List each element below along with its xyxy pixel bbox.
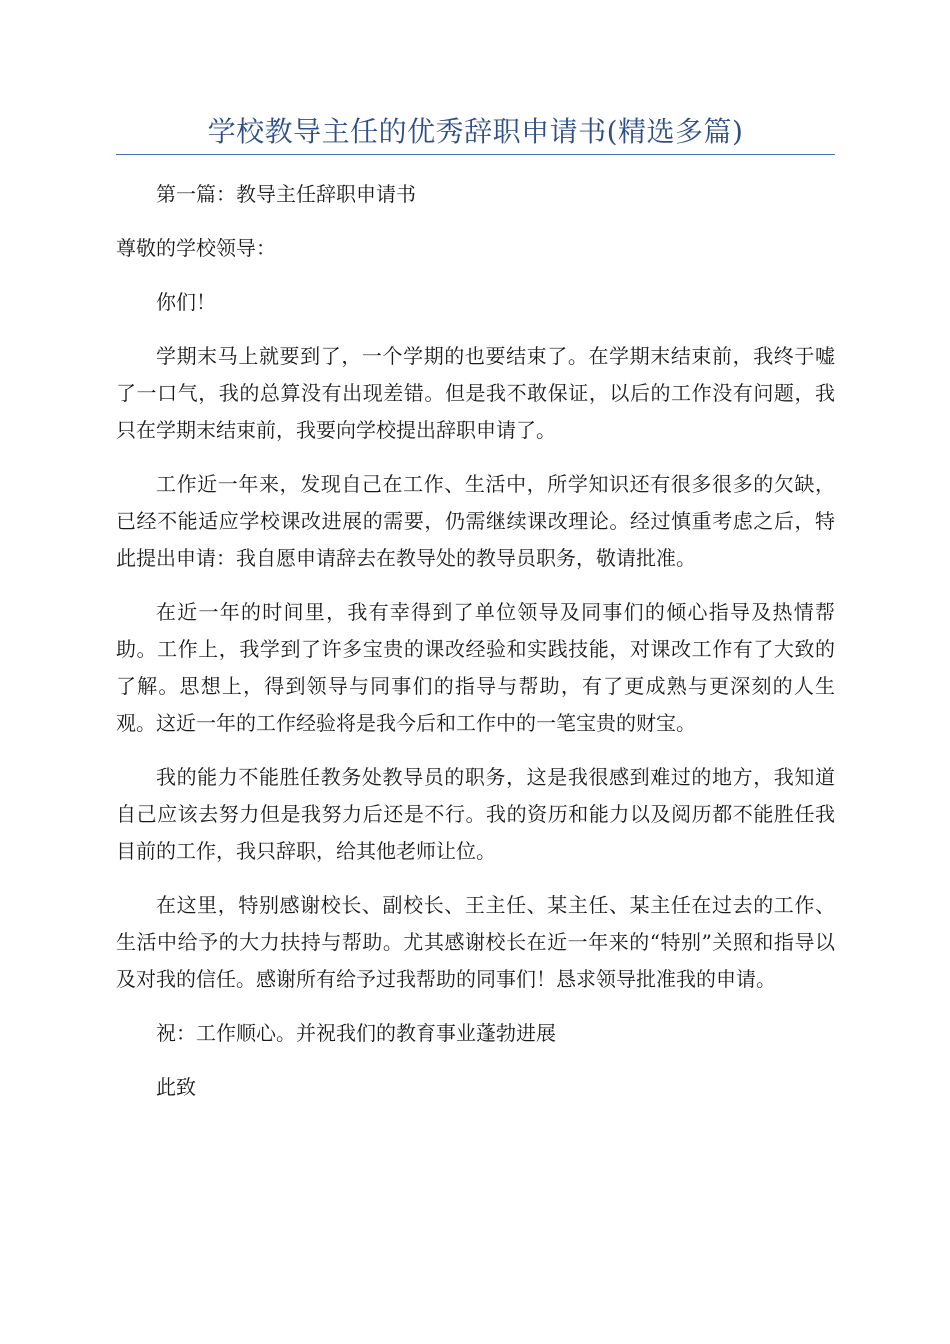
salutation: 尊敬的学校领导： bbox=[116, 236, 276, 260]
closing-wish: 祝：工作顺心。并祝我们的教育事业蓬勃进展 bbox=[156, 1021, 556, 1045]
body-paragraph: 工作近一年来，发现自己在工作、生活中，所学知识还有很多很多的欠缺，已经不能适应学校课改进展的需要，仍需继续课改理论。经过慎重考虑之后，特此提出申请：我自愿申请辞去在教导处的教导员职务，敬请批准。 bbox=[116, 472, 835, 570]
body-paragraph: 在这里，特别感谢校长、副校长、王主任、某主任、某主任在过去的工作、生活中给予的大力扶持与帮助。尤其感谢校长在近一年来的“特别”关照和指导以及对我的信任。感谢所有给予过我帮助的同事们！恳求领导批准我的申请。 bbox=[116, 893, 835, 991]
title-underline bbox=[116, 154, 835, 155]
body-paragraph: 学期末马上就要到了，一个学期的也要结束了。在学期末结束前，我终于嘘了一口气，我的总算没有出现差错。但是我不敢保证，以后的工作没有问题，我只在学期末结束前，我要向学校提出辞职申请了。 bbox=[116, 344, 835, 442]
body-paragraph: 我的能力不能胜任教务处教导员的职务，这是我很感到难过的地方，我知道自己应该去努力但是我努力后还是不行。我的资历和能力以及阅历都不能胜任我目前的工作，我只辞职，给其他老师让位。 bbox=[116, 765, 835, 863]
document-body bbox=[116, 176, 835, 1106]
closing-phrase: 此致 bbox=[156, 1075, 196, 1099]
body-paragraph: 在近一年的时间里，我有幸得到了单位领导及同事们的倾心指导及热情帮助。工作上，我学到了许多宝贵的课改经验和实践技能，对课改工作有了大致的了解。思想上，得到领导与同事们的指导与帮助，有了更成熟与更深刻的人生观。这近一年的工作经验将是我今后和工作中的一笔宝贵的财宝。 bbox=[116, 600, 835, 735]
greeting: 你们！ bbox=[156, 290, 216, 314]
section-heading: 第一篇：教导主任辞职申请书 bbox=[156, 182, 416, 206]
document-title: 学校教导主任的优秀辞职申请书(精选多篇) bbox=[207, 115, 744, 148]
